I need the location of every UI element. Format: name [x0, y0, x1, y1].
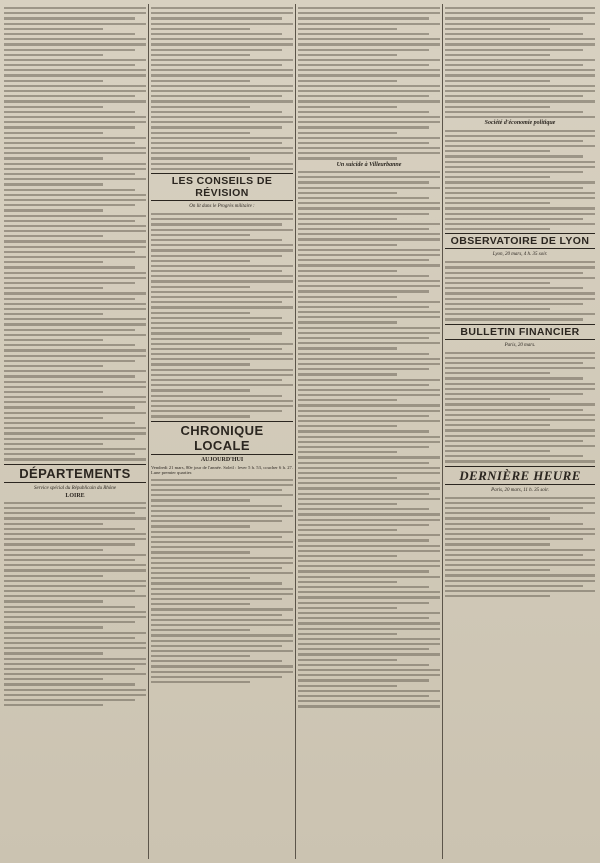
column-3	[298, 4, 440, 859]
section-heading-derniere-heure: DERNIÈRE HEURE	[445, 466, 595, 485]
bulletin-dateline: Paris, 20 mars.	[504, 342, 536, 348]
observatoire-dateline: Lyon, 20 mars, 4 h. 35 soir.	[492, 252, 548, 258]
section-title-suicide: Un suicide à Villeurbanne	[336, 161, 402, 168]
derniere-heure-dateline: Paris, 20 mars, 11 h. 35 soir.	[491, 487, 549, 493]
section-subheading: On lit dans le Progrès militaire :	[189, 204, 255, 209]
column-rule	[295, 4, 296, 859]
section-heading-observatoire: OBSERVATOIRE DE LYON	[445, 233, 595, 249]
body-text	[151, 479, 293, 684]
column-1	[4, 4, 146, 859]
column-rule	[148, 4, 149, 859]
body-text	[151, 7, 293, 170]
section-heading-conseils: LES CONSEILS DE RÉVISION	[151, 173, 293, 201]
body-text	[4, 7, 146, 461]
body-text	[445, 497, 595, 598]
section-subheading-aujourdhui: AUJOURD'HUI	[200, 456, 244, 463]
body-text	[151, 213, 293, 418]
chronique-paragraph: Vendredi 21 mars, 80e jour de l'année. Soleil : lever 5 h. 53, coucher 6 h. 27. Lune premier quartier.	[151, 464, 293, 476]
column-4	[445, 4, 595, 859]
body-text	[445, 352, 595, 463]
column-2	[151, 4, 293, 859]
body-text	[298, 171, 440, 708]
body-text	[445, 261, 595, 320]
section-heading-bulletin: BULLETIN FINANCIER	[445, 324, 595, 340]
section-title-societe: Société d'économie politique	[484, 120, 556, 127]
section-title-loire: LOIRE	[65, 492, 85, 499]
column-rule	[442, 4, 443, 859]
section-subheading: Service spécial du Républicain du Rhône	[33, 485, 117, 491]
body-text	[445, 130, 595, 231]
section-heading-chronique: CHRONIQUE LOCALE	[151, 421, 293, 455]
section-heading-departements: DÉPARTEMENTS	[4, 464, 146, 483]
body-text	[298, 7, 440, 160]
body-text	[4, 502, 146, 707]
body-text	[445, 7, 595, 118]
